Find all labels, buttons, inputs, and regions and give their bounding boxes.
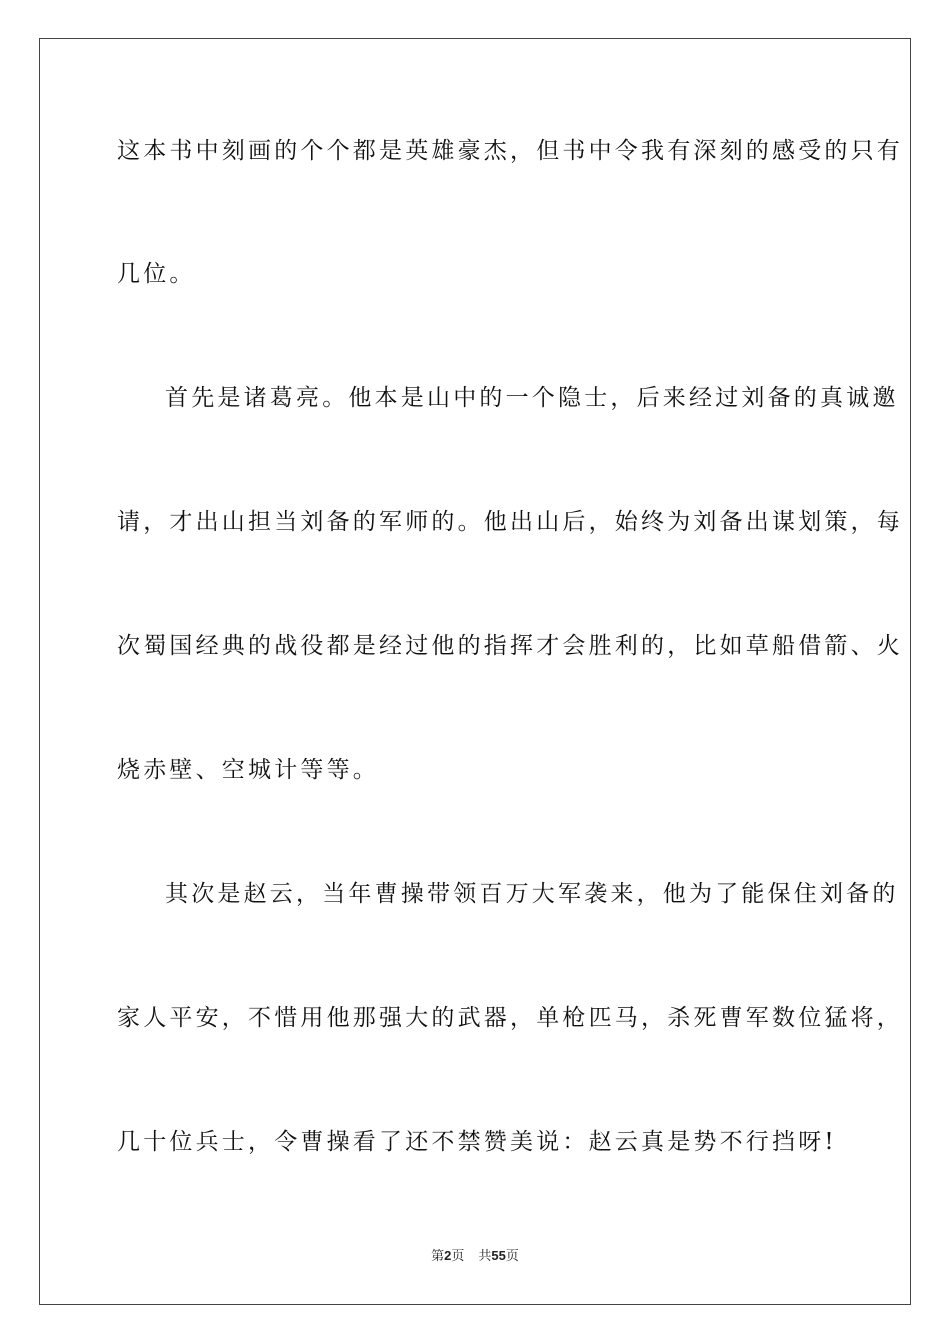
text-line-4: 请，才出山担当刘备的军师的。他出山后，始终为刘备出谋划策，每 [117, 509, 903, 535]
text-line-5: 次蜀国经典的战役都是经过他的指挥才会胜利的，比如草船借箭、火 [117, 633, 903, 659]
text-line-6: 烧赤壁、空城计等等。 [117, 757, 379, 783]
page-number: 2 [444, 1248, 452, 1263]
text-line-3: 首先是诸葛亮。他本是山中的一个隐士，后来经过刘备的真诚邀 [165, 385, 899, 411]
text-line-1: 这本书中刻画的个个都是英雄豪杰，但书中令我有深刻的感受的只有 [117, 138, 903, 164]
total-suffix: 页 [505, 1249, 519, 1264]
text-line-7: 其次是赵云，当年曹操带领百万大军袭来，他为了能保住刘备的 [165, 881, 899, 907]
page-prefix: 第 [431, 1249, 445, 1264]
text-line-2: 几位。 [117, 261, 196, 287]
total-pages: 55 [491, 1248, 506, 1263]
page-suffix: 页 [451, 1249, 465, 1264]
total-prefix: 共 [478, 1249, 492, 1264]
text-line-9: 几十位兵士，令曹操看了还不禁赞美说：赵云真是势不行挡呀! [117, 1129, 837, 1155]
text-line-8: 家人平安，不惜用他那强大的武器，单枪匹马，杀死曹军数位猛将， [117, 1005, 903, 1031]
page-border [39, 38, 911, 1305]
page-footer [0, 1247, 950, 1266]
